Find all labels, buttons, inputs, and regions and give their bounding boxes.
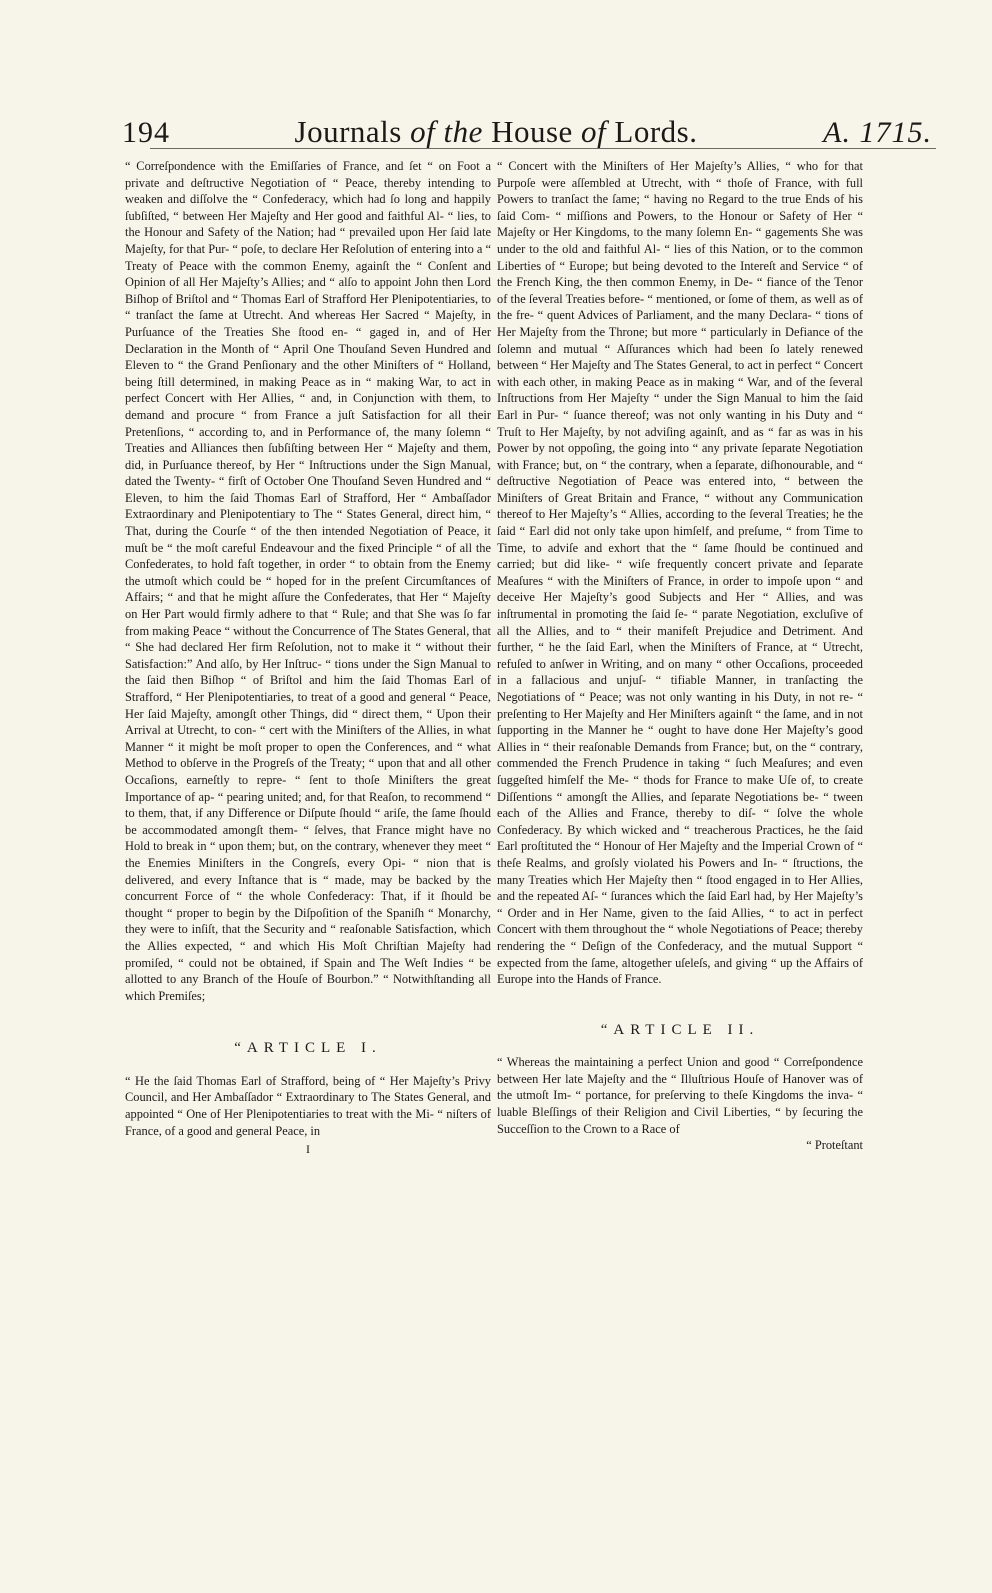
section-gap: [125, 1004, 491, 1034]
signature-mark: I: [306, 1142, 310, 1157]
year-mark: A. 1715.: [823, 116, 932, 149]
title-word-house: House: [491, 114, 573, 149]
page-number: 194: [122, 116, 170, 149]
right-column: [497, 158, 863, 1154]
title-word-of: of: [410, 114, 436, 149]
title-word-journals: Journals: [294, 114, 402, 149]
left-column: [125, 158, 491, 1158]
article-1-text: “ He the ſaid Thomas Earl of Strafford, being of “ Her Majeſty’s Privy Council, and Her Ambaſſador “ Extraordinary to The States General, and appointed “ One of Her Plenipotentiaries to treat with the Mi- “ niſters of France, of a good and general Peace, in: [125, 1073, 491, 1138]
left-paragraph-1: “ Correſpondence with the Emiſſaries of France, and ſet “ on Foot a private and deſtructive Negotiation of “ Peace, thereby intending to weaken and diſſolve the “ Confederacy, which had ſo long and happily ſubſiſted, “ between Her Majeſty and Her good and faithful Al- “ lies, to the Honour and Safety of the Nation; had “ prevailed upon Her ſaid late Majeſty, for that Pur- “ poſe, to declare Her Reſolution of entering into a “ Treaty of Peace with the common Enemy, againſt the “ Conſent and Opinion of all Her Majeſty’s Allies; and “ alſo to appoint John then Lord Biſhop of Briſtol and “ Thomas Earl of Strafford Her Plenipotentiaries, to “ tranſact the ſame at Utrecht. And whereas Her Sacred “ Majeſty, in Purſuance of the Treaties She ſtood en- “ gaged in, and of Her Declaration in the Month of “ April One Thouſand Seven Hundred and Eleven to “ the Grand Penſionary and the other Miniſters of “ Holland, being ſtill determined, in making Peace as in “ making War, to act in perfect Concert with Her Allies, “ and, in Conjunction with them, to demand and procure “ from France a juſt Satisfaction for all their Pretenſions, “ according to, and in Performance of, the many ſolemn “ Treaties and Alliances then ſubſiſting between Her “ Majeſty and them, did, in Purſuance thereof, by Her “ Inſtructions under the Sign Manual, dated the Twenty- “ firſt of October One Thouſand Seven Hundred and “ Eleven, to him the ſaid Thomas Earl of Strafford, Her “ Ambaſſador Extraordinary and Plenipotentiary to The “ States General, direct him, “ That, during the Courſe “ of the then intended Negotiation of Peace, it muſt be “ the moſt careful Endeavour and the fixed Principle “ of all the Confederates, to hold faſt together, in order “ to obtain from the Enemy the utmoſt which could be “ hoped for in the preſent Circumſtances of Affairs; “ and that he might aſſure the Confederates, that Her “ Majeſty on Her Part would firmly adhere to that “ Rule; and that She was ſo far from making Peace “ without the Concurrence of The States General, that “ She had declared Her firm Reſolution, not to make it “ without their Satisfaction:” And alſo, by Her Inſtruc- “ tions under the Sign Manual to the ſaid then Biſhop “ of Briſtol and him the ſaid Thomas Earl of Strafford, “ Her Plenipotentiaries, to treat of a good and general “ Peace, Her ſaid Majeſty, amongſt other Things, did “ direct them, “ Upon their Arrival at Utrecht, to con- “ cert with the Miniſters of the Allies, in what Manner “ it might be moſt proper to open the Conferences, and “ what Method to obſerve in the Progreſs of the Treaty; “ upon that and all other Occaſions, earneſtly to repre- “ ſent to thoſe Miniſters the great Importance of ap- “ pearing united; and, for that Reaſon, to recommend “ to them, that, if any Difference or Diſpute ſhould “ ariſe, the ſame ſhould be accommodated amongſt them- “ ſelves, that France might have no Hold to break in “ upon them; but, on the contrary, whenever they meet “ the Enemies Miniſters in the Congreſs, every Opi- “ nion that is delivered, and every Inſtance that is “ made, may be backed by the concurrent Force of “ the whole Confederacy: That, if it ſhould be thought “ proper to begin by the Diſpoſition of the Spaniſh “ Monarchy, they were to inſiſt, that the Security and “ reaſonable Satisfaction, which the Allies expected, “ and which His Moſt Chriſtian Majeſty had promiſed, “ could not be obtained, if Spain and The Weſt Indies “ be allotted to any Branch of the Houſe of Bourbon.” “ Notwithſtanding all which Premiſes;: [125, 159, 491, 1003]
right-paragraph-1: “ Concert with the Miniſters of Her Majeſty’s Allies, “ who for that Purpoſe were aſſembled at Utrecht, with “ thoſe of France, with full Powers to tranſact the ſame; “ having no Regard to the true Ends of his ſaid Com- “ miſſions and Powers, to the Honour or Safety of Her “ Majeſty or Her Kingdoms, to the many ſolemn En- “ gagements She was under to the old and faithful Al- “ lies of this Nation, or to the common Liberties of “ Europe; but being devoted to the Intereſt and Service “ of the French King, the then common Enemy, in De- “ fiance of the Tenor of the ſeveral Treaties before- “ mentioned, or ſome of them, as well as of the fre- “ quent Advices of Parliament, and the many Declara- “ tions of Her Majeſty from the Throne; but more “ particularly in Defiance of the ſolemn and mutual “ Aſſurances which had been ſo lately renewed between “ Her Majeſty and The States General, to act in perfect “ Concert with each other, in making Peace as in making “ War, and of the ſeveral Inſtructions from Her Majeſty “ under the Sign Manual to him the ſaid Earl in Pur- “ ſuance thereof; was not only wanting in his Duty and “ Truſt to Her Majeſty, by not adviſing againſt, and as “ far as was in his Power by not oppoſing, the going into “ any private ſeparate Negotiation with France; but, on “ the contrary, when a ſeparate, diſhonourable, and “ deſtructive Negotiation of Peace was entered into, “ between the Miniſters of Great Britain and France, “ without any Communication thereof to Her Majeſty’s “ Allies, according to the ſeveral Treaties; he the ſaid “ Earl did not only take upon himſelf, and preſume, “ from Time to Time, to adviſe and exhort that the “ ſame ſhould be continued and carried; but did like- “ wiſe frequently concert private and ſeparate Meaſures “ with the Miniſters of France, in order to impoſe upon “ and deceive Her Majeſty’s good Subjects and Her “ Allies, and was inſtrumental in promoting the ſaid ſe- “ parate Negotiation, excluſive of all the Allies, and to “ their manifeſt Prejudice and Detriment. And further, “ he the ſaid Earl, when the Miniſters of France, at “ Utrecht, refuſed to anſwer in Writing, and on many “ other Occaſions, proceeded in a fallacious and unjuſ- “ tifiable Manner, in tranſacting the Negotiations of “ Peace; was not only wanting in his Duty, in not re- “ preſenting to Her Majeſty and Her Miniſters againſt “ the ſame, and in not ſupporting in the Manner he “ ought to have done Her Majeſty’s good Allies in “ their reaſonable Demands from France; but, on the “ contrary, commended the French Prudence in taking “ ſuch Meaſures; and even ſuggeſted himſelf the Me- “ thods for France to make Uſe of, to create Diſſentions “ amongſt the Allies, and ſeparate Negotiations be- “ tween each of the Allies and France, thereby to diſ- “ ſolve the whole Confederacy. By which wicked and “ treacherous Practices, he the ſaid Earl proſtituted the “ Honour of Her Majeſty and the Imperial Crown of “ theſe Realms, and groſsly violated his Powers and In- “ ſtructions, the many Treaties which Her Majeſty then “ ſtood engaged in to Her Allies, and the repeated Aſ- “ ſurances which the ſaid Earl had, by Her Majeſty’s “ Order and in Her Name, given to the ſaid Allies, “ to act in perfect Concert with them throughout the “ whole Negotiations of Peace; thereby rendering the “ Deſign of the Confederacy, and the mutual Support “ expected from the ſame, altogether uſeleſs, and giving “ up the Affairs of Europe into the Hands of France.: [497, 159, 863, 987]
article-2-heading: “ARTICLE II.: [600, 1021, 760, 1038]
article-1-heading: “ARTICLE I.: [234, 1040, 382, 1057]
section-gap-right: [497, 988, 863, 1018]
title-word-the: the: [443, 114, 483, 149]
title-word-of-2: of: [581, 114, 607, 149]
catchword: “ Proteſtant: [806, 1138, 863, 1153]
header-rule: [150, 148, 936, 149]
title-word-lords: Lords.: [614, 114, 698, 149]
article-2-text: “ Whereas the maintaining a perfect Union and good “ Correſpondence between Her late Majeſty and the “ Illuſtrious Houſe of Hanover was of the utmoſt Im- “ portance, for preſerving to theſe Kingdoms the inva- “ luable Bleſſings of their Religion and Civil Liberties, “ by ſecuring the Succeſſion to the Crown to a Race of: [497, 1055, 863, 1136]
